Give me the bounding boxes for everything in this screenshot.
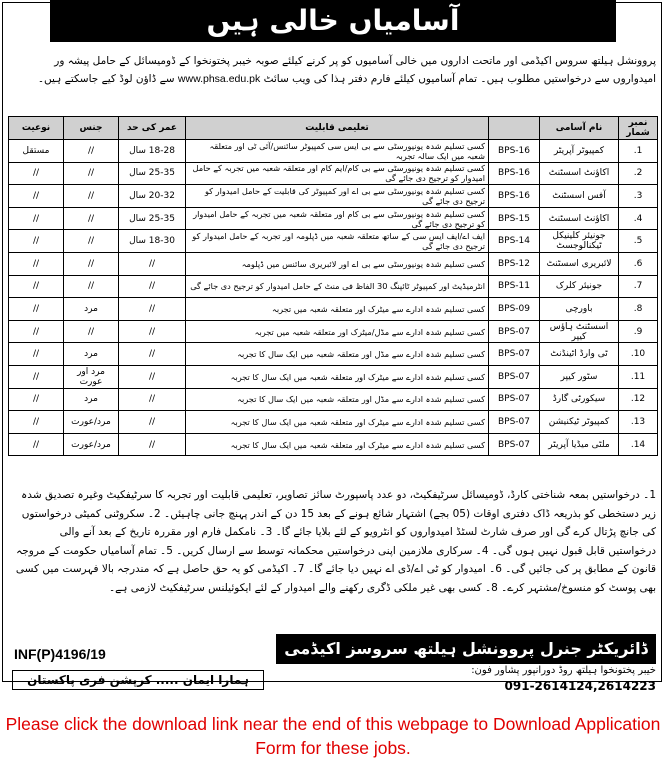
- table-row: [9, 365, 658, 388]
- row-qualification: کسی تسلیم شدہ ادارے سے مڈل اور متعلقہ شعبہ میں ایک سال کا تجربہ: [186, 343, 489, 366]
- row-nature: //: [9, 320, 64, 343]
- row-bps: BPS-07: [489, 388, 540, 411]
- intro-text: پروونشل ہیلتھ سروس اکیڈمی اور ماتحت اداروں میں خالی آسامیوں کو پر کرنے کیلئے صوبہ خیبر پختونخوا کے ڈومیسائل کے حامل پیشہ ور امیدواروں سے درخواستیں مطلوب ہیں۔ تمام آسامیوں کیلئے فارم دفتر ہذا کی ویب سائٹ: [54, 55, 656, 85]
- row-gender: //: [64, 140, 119, 163]
- row-nature: //: [9, 207, 64, 230]
- row-nature: //: [9, 185, 64, 208]
- row-qualification: انٹرمیڈیٹ اور کمپیوٹر ٹائپنگ 30 الفاظ فی منٹ کے حامل امیدوار کو ترجیح دی جائے گی: [186, 275, 489, 298]
- row-post: ملٹی میڈیا آپریٹر: [540, 433, 619, 456]
- row-age: 20-32 سال: [119, 185, 186, 208]
- row-age: 25-35 سال: [119, 162, 186, 185]
- row-nature: //: [9, 275, 64, 298]
- row-serial: 5.: [619, 230, 658, 253]
- row-gender: //: [64, 275, 119, 298]
- row-serial: 1.: [619, 140, 658, 163]
- table-row: [9, 320, 658, 343]
- row-qualification: ایف اے/ایف ایس سی کے ساتھ متعلقہ شعبہ میں ڈپلومہ اور تجربہ کے حامل امیدوار کو ترجیح دی جائے گی: [186, 230, 489, 253]
- col-age: عمر کی حد: [119, 117, 186, 140]
- row-age: //: [119, 343, 186, 366]
- issuer-phone: 091-2614124,2614223: [504, 679, 656, 693]
- row-post: اسسٹنٹ ہاؤس کیپر: [540, 320, 619, 343]
- row-age: //: [119, 275, 186, 298]
- row-age: 18-28 سال: [119, 140, 186, 163]
- row-nature: //: [9, 433, 64, 456]
- table-row: [9, 140, 658, 163]
- table-header-row: [9, 117, 658, 140]
- row-age: //: [119, 252, 186, 275]
- terms-and-conditions: 1۔ درخواستیں بمعہ شناختی کارڈ، ڈومیسائل سرٹیفکیٹ، دو عدد پاسپورٹ سائز تصاویر، تعلیمی قابلیت اور تجربہ کا سرٹیفکیٹ وغیرہ تصدیق شدہ زیر دستخطی کو بذریعہ ڈاک دفتری اوقات (05 بجے) اشتہار شائع ہونے کے بعد 15 دن کے اندر پہنچ جانی چاہیئں۔ 2۔ سکروٹنی کمیٹی درخواستوں کی جانچ پڑتال کرے گی اور صرف شارٹ لسٹڈ امیدواروں کو انٹرویو کے لئے بلایا جائے گا۔ 3۔ نامکمل فارم اور مقررہ تاریخ کے بعد آنے والی درخواستیں قابل قبول نہیں ہوں گی۔ 4۔ سرکاری ملازمین اپنی درخواستیں محکمانہ توسط سے ارسال کریں۔ 5۔ تمام آسامیاں حکومت کے مروجہ قانون کے مطابق پر کی جائیں گی۔ 6۔ امیدوار کو ٹی اے/ڈی اے نہیں دیا جائے گا۔ 7۔ اکیڈمی کو یہ حق حاصل ہے کہ مندرجہ بالا فہرست میں کسی بھی پوسٹ کو منسوخ/مشتہر کرے۔ 8۔ کسی بھی غیر ملکی ڈگری رکھنے والے امیدوار کے لئے ایکوئیلنس سرٹیفکیٹ لازمی ہے۔: [15, 489, 656, 594]
- col-gender: جنس: [64, 117, 119, 140]
- issuer-address: خیبر پختونخوا ہیلتھ روڈ دورانپور پشاور فون:: [471, 665, 656, 676]
- row-gender: مرد: [64, 388, 119, 411]
- row-age: //: [119, 388, 186, 411]
- table-row: [9, 298, 658, 321]
- row-nature: //: [9, 162, 64, 185]
- row-bps: BPS-11: [489, 275, 540, 298]
- intro-paragraph: [10, 52, 656, 88]
- row-bps: BPS-07: [489, 320, 540, 343]
- row-post: جونیئر کلینیکل ٹیکنالوجسٹ: [540, 230, 619, 253]
- vacancies-banner: آسامیاں خالی ہیں: [50, 0, 616, 42]
- row-gender: //: [64, 207, 119, 230]
- col-qualification: تعلیمی قابلیت: [186, 117, 489, 140]
- row-gender: مرد: [64, 343, 119, 366]
- row-post: لائبریری اسسٹنٹ: [540, 252, 619, 275]
- row-serial: 10.: [619, 343, 658, 366]
- row-gender: مرد اور عورت: [64, 365, 119, 388]
- row-age: //: [119, 365, 186, 388]
- row-qualification: کسی تسلیم شدہ یونیورسٹی سے بی کام اور متعلقہ شعبہ میں تجربہ کے حامل امیدوار کو ترجیح دی جائے گی: [186, 207, 489, 230]
- reference-number: INF(P)4196/19: [14, 646, 106, 662]
- row-gender: مرد/عورت: [64, 433, 119, 456]
- row-serial: 8.: [619, 298, 658, 321]
- row-qualification: کسی تسلیم شدہ ادارے سے مڈل اور متعلقہ شعبہ میں ایک سال کا تجربہ: [186, 388, 489, 411]
- row-serial: 7.: [619, 275, 658, 298]
- website-url[interactable]: www.phsa.edu.pk: [177, 73, 261, 85]
- table-row: [9, 185, 658, 208]
- row-post: اکاؤنٹ اسسٹنٹ: [540, 207, 619, 230]
- row-qualification: کسی تسلیم شدہ یونیورسٹی سے بی اے اور کمپیوٹر کی قابلیت کے حامل امیدوار کو ترجیح دی جائے گی: [186, 185, 489, 208]
- table-row: [9, 207, 658, 230]
- row-serial: 3.: [619, 185, 658, 208]
- row-nature: //: [9, 298, 64, 321]
- row-serial: 9.: [619, 320, 658, 343]
- row-age: //: [119, 433, 186, 456]
- row-qualification: کسی تسلیم شدہ ادارے سے میٹرک اور متعلقہ شعبہ میں تجربہ: [186, 298, 489, 321]
- row-serial: 12.: [619, 388, 658, 411]
- col-post: نام آسامی: [540, 117, 619, 140]
- table-row: [9, 411, 658, 434]
- row-bps: BPS-16: [489, 140, 540, 163]
- row-gender: //: [64, 320, 119, 343]
- table-row: [9, 230, 658, 253]
- row-post: سیکورٹی گارڈ: [540, 388, 619, 411]
- row-gender: //: [64, 230, 119, 253]
- row-age: //: [119, 411, 186, 434]
- row-gender: مرد: [64, 298, 119, 321]
- anti-corruption-slogan: ہمارا ایمان ..... کرپشن فری پاکستان: [12, 670, 264, 690]
- row-bps: BPS-16: [489, 162, 540, 185]
- table-row: [9, 343, 658, 366]
- row-bps: BPS-09: [489, 298, 540, 321]
- row-gender: //: [64, 185, 119, 208]
- row-serial: 2.: [619, 162, 658, 185]
- row-gender: //: [64, 162, 119, 185]
- table-row: [9, 275, 658, 298]
- issuer-title: ڈائریکٹر جنرل پروونشل ہیلتھ سروسز اکیڈمی: [276, 634, 656, 664]
- row-post: جونیئر کلرک: [540, 275, 619, 298]
- row-bps: BPS-14: [489, 230, 540, 253]
- row-nature: //: [9, 388, 64, 411]
- row-post: باورچی: [540, 298, 619, 321]
- row-bps: BPS-12: [489, 252, 540, 275]
- intro-tail: سے ڈاؤن لوڈ کیے جاسکتے ہیں۔: [37, 73, 175, 85]
- table-row: [9, 388, 658, 411]
- row-serial: 14.: [619, 433, 658, 456]
- row-bps: BPS-07: [489, 365, 540, 388]
- row-nature: //: [9, 343, 64, 366]
- row-age: 18-30 سال: [119, 230, 186, 253]
- row-bps: BPS-15: [489, 207, 540, 230]
- row-nature: //: [9, 411, 64, 434]
- col-nature: نوعیت: [9, 117, 64, 140]
- row-post: سٹور کیپر: [540, 365, 619, 388]
- row-qualification: کسی تسلیم شدہ ادارے سے میٹرک اور متعلقہ شعبہ میں ایک سال کا تجربہ: [186, 433, 489, 456]
- row-post: کمپیوٹر ٹیکنیشن: [540, 411, 619, 434]
- row-bps: BPS-16: [489, 185, 540, 208]
- row-qualification: کسی تسلیم شدہ یونیورسٹی سے بی اے اور لائبریری سائنس میں ڈپلومہ: [186, 252, 489, 275]
- row-serial: 4.: [619, 207, 658, 230]
- row-nature: //: [9, 252, 64, 275]
- row-post: کمپیوٹر آپریٹر: [540, 140, 619, 163]
- row-gender: مرد/عورت: [64, 411, 119, 434]
- row-post: آفس اسسٹنٹ: [540, 185, 619, 208]
- col-bps: [489, 117, 540, 140]
- table-row: [9, 433, 658, 456]
- row-serial: 11.: [619, 365, 658, 388]
- row-bps: BPS-07: [489, 433, 540, 456]
- row-nature: مستقل: [9, 140, 64, 163]
- row-age: //: [119, 298, 186, 321]
- row-serial: 13.: [619, 411, 658, 434]
- row-post: اکاؤنٹ اسسٹنٹ: [540, 162, 619, 185]
- row-nature: //: [9, 230, 64, 253]
- row-serial: 6.: [619, 252, 658, 275]
- jobs-table: [8, 116, 658, 456]
- row-bps: BPS-07: [489, 343, 540, 366]
- row-qualification: کسی تسلیم شدہ ادارے سے میٹرک اور متعلقہ شعبہ میں ایک سال کا تجربہ: [186, 365, 489, 388]
- download-notice[interactable]: Please click the download link near the end of this webpage to Download Application Form for these jobs.: [5, 714, 661, 758]
- table-row: [9, 252, 658, 275]
- row-qualification: کسی تسلیم شدہ یونیورسٹی سے بی ایس سی کمپیوٹر سائنس/آئی ٹی اور متعلقہ شعبہ میں ایک سالہ تجربہ: [186, 140, 489, 163]
- row-qualification: کسی تسلیم شدہ یونیورسٹی سے بی کام/ایم کام اور متعلقہ شعبہ میں تجربہ کے حامل امیدوار کو ترجیح دی جائے گی: [186, 162, 489, 185]
- row-qualification: کسی تسلیم شدہ ادارے سے میٹرک اور متعلقہ شعبہ میں ایک سال کا تجربہ: [186, 411, 489, 434]
- row-age: //: [119, 320, 186, 343]
- row-age: 25-35 سال: [119, 207, 186, 230]
- row-nature: //: [9, 365, 64, 388]
- row-gender: //: [64, 252, 119, 275]
- table-row: [9, 162, 658, 185]
- row-bps: BPS-07: [489, 411, 540, 434]
- col-serial: نمبر شمار: [619, 117, 658, 140]
- row-post: ٹی وارڈ اٹینڈنٹ: [540, 343, 619, 366]
- row-qualification: کسی تسلیم شدہ ادارے سے مڈل/میٹرک اور متعلقہ شعبہ میں تجربہ: [186, 320, 489, 343]
